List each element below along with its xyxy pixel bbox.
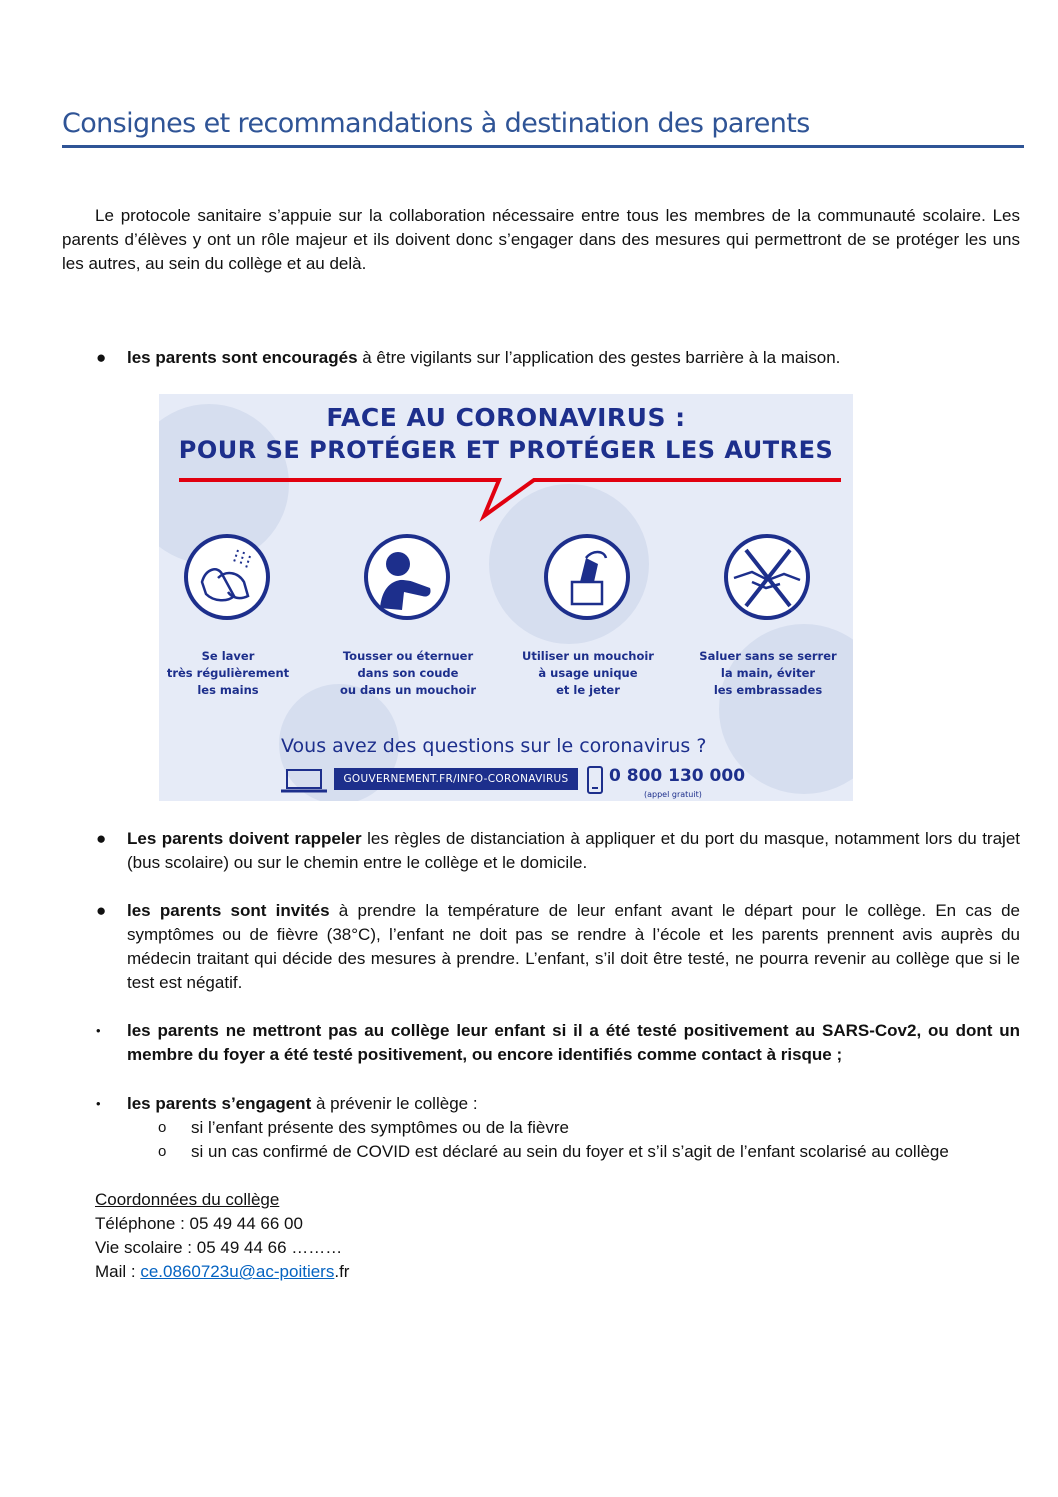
contact-heading: Coordonnées du collège xyxy=(95,1190,280,1209)
mail-suffix: .fr xyxy=(334,1262,350,1281)
caption-line: très régulièrement xyxy=(166,666,290,680)
bullet-dot: • xyxy=(96,1096,101,1111)
hotline-note: (appel gratuit) xyxy=(644,790,702,799)
mail-label: Mail : xyxy=(95,1262,141,1281)
poster-question: Vous avez des questions sur le coronavirus ? xyxy=(281,735,707,757)
caption-line: ou dans un mouchoir xyxy=(339,683,477,697)
bullet-dot: • xyxy=(96,1023,101,1038)
bullet-item-1 xyxy=(127,346,1020,370)
bullet-bold: les parents sont invités xyxy=(127,901,330,920)
contact-phone: Téléphone : 05 49 44 66 00 xyxy=(95,1214,303,1233)
bullet-item-4 xyxy=(127,1019,1020,1067)
contact-school-life: Vie scolaire : 05 49 44 66 ……… xyxy=(95,1238,343,1257)
bullet-dot: ● xyxy=(96,829,107,848)
bullet-item-3 xyxy=(127,899,1020,995)
speech-bubble-line xyxy=(159,394,853,524)
bullet-bold: Les parents doivent rappeler xyxy=(127,829,362,848)
coronavirus-poster xyxy=(159,394,853,801)
bullet-text: à prévenir le collège : xyxy=(311,1094,478,1113)
sub-item-2: si un cas confirmé de COVID est déclaré au sein du foyer et s’il s’agit de l’enfant scolarisé au collège xyxy=(191,1142,949,1161)
caption-line: Saluer sans se serrer xyxy=(699,649,837,663)
caption-line: les embrassades xyxy=(713,683,823,697)
bullet-dot: ● xyxy=(96,901,107,920)
tissue-icon xyxy=(544,534,630,620)
caption-line: Tousser ou éternuer xyxy=(342,649,474,663)
caption-line: Se laver xyxy=(201,649,255,663)
bullet-text: à être vigilants sur l’application des gestes barrière à la maison. xyxy=(357,348,841,367)
bullet-bold: les parents s’engagent xyxy=(127,1094,312,1113)
bullet-text: les règles de distanciation à appliquer et du port du masque, notamment lors du trajet (bus scolaire) ou sur le chemin entre le collège et le domicile. xyxy=(127,829,1020,872)
caption-line: la main, éviter xyxy=(720,666,816,680)
info-coronavirus-link[interactable]: GOUVERNEMENT.FR/INFO-CORONAVIRUS xyxy=(334,768,578,790)
caption-line: dans son coude xyxy=(357,666,459,680)
intro-paragraph: Le protocole sanitaire s’appuie sur la collaboration nécessaire entre tous les membres de la communauté scolaire. Les parents d’élèves y ont un rôle majeur et ils doivent donc s’engager dans des mesures qui permettront de se protéger les uns les autres, au sein du collège et au delà. xyxy=(62,206,1020,273)
hotline-number: 0 800 130 000 xyxy=(609,766,746,786)
bullet-text: à prendre la température de leur enfant avant le départ pour le collège. En cas de symptômes ou de fièvre (38°C), l’enfant ne doit pas se rendre à l’école et les parents prennent avis auprès du médecin traitant qui décide des mesures à prendre. L’enfant, s’il doit être testé, ne pourra revenir au collège que si le test est négatif. xyxy=(127,901,1020,992)
sub-bullet-circle: o xyxy=(158,1119,167,1136)
gesture-caption-1 xyxy=(159,648,303,699)
poster-title-line1: FACE AU CORONAVIRUS : xyxy=(326,403,686,432)
poster-title-line2: POUR SE PROTÉGER ET PROTÉGER LES AUTRES xyxy=(178,436,834,464)
caption-line: et le jeter xyxy=(556,683,620,697)
caption-line: les mains xyxy=(197,683,259,697)
gesture-caption-4 xyxy=(693,648,843,699)
bullet-bold: les parents sont encouragés xyxy=(127,348,358,367)
gesture-caption-2 xyxy=(333,648,483,699)
bullet-bold: les parents ne mettront pas au collège leur enfant si il a été testé positivement au SARS-Cov2, ou dont un membre du foyer a été testé positivement, ou encore identifiés comme contact à risque ; xyxy=(127,1021,1020,1064)
smartphone-icon xyxy=(587,766,603,794)
handwash-icon xyxy=(184,534,270,620)
gesture-caption-3 xyxy=(513,648,663,699)
bullet-item-2 xyxy=(127,827,1020,875)
laptop-icon xyxy=(281,768,327,794)
bullet-dot: ● xyxy=(96,348,107,367)
caption-line: à usage unique xyxy=(538,666,638,680)
mail-link[interactable]: ce.0860723u@ac-poitiers xyxy=(140,1262,335,1281)
sub-item-1: si l’enfant présente des symptômes ou de la fièvre xyxy=(191,1118,569,1137)
caption-line: Utiliser un mouchoir xyxy=(522,649,654,663)
sub-bullet-circle: o xyxy=(158,1143,167,1160)
page-title: Consignes et recommandations à destination des parents xyxy=(62,105,1024,148)
contact-mail xyxy=(95,1260,349,1284)
cough-elbow-icon xyxy=(364,534,450,620)
bullet-item-5 xyxy=(127,1092,1020,1116)
no-handshake-icon xyxy=(724,534,810,620)
